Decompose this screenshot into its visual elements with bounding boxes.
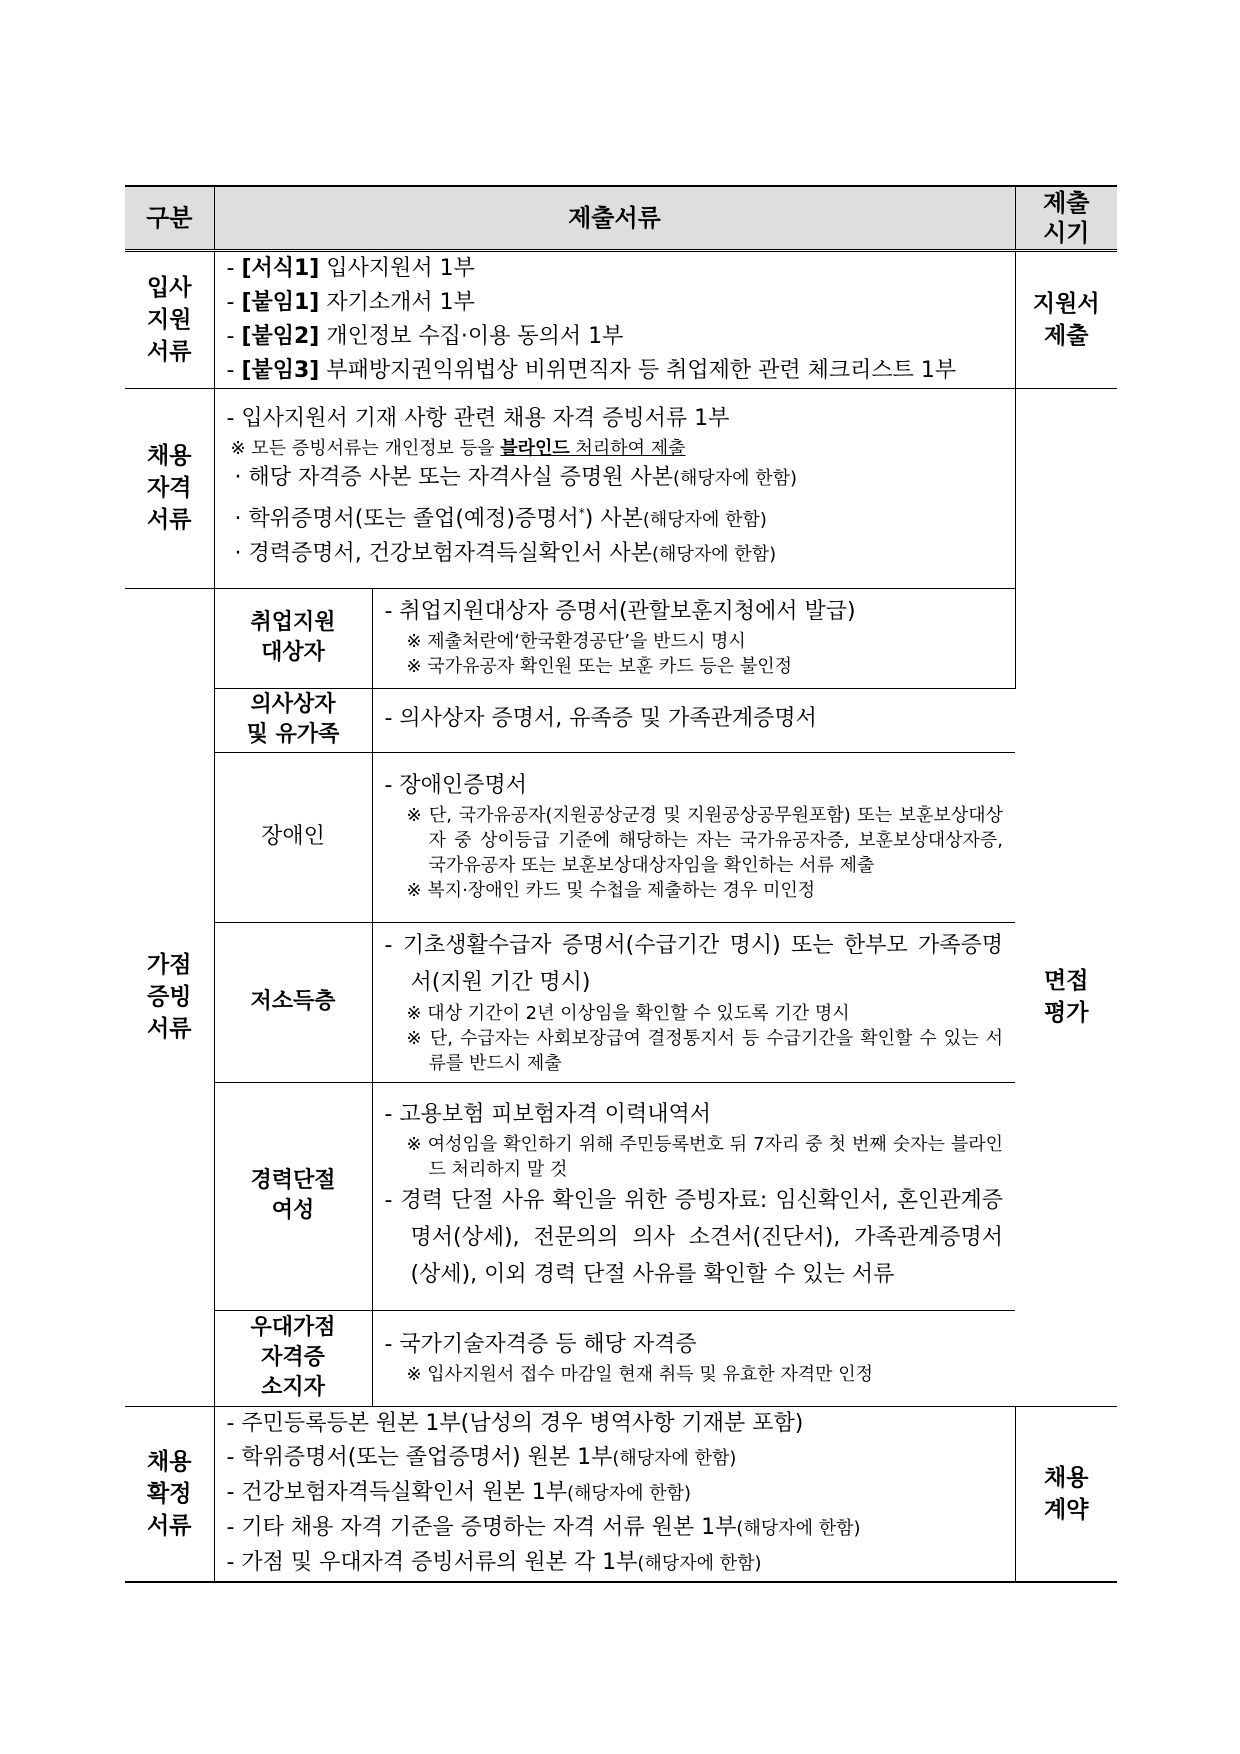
confirmation-row (125, 1406, 1117, 1582)
note: ※ 단, 수급자는 사회보장급여 결정통지서 등 수급기간을 확인할 수 있는 서류를 반드시 제출 (406, 1027, 1003, 1074)
note: ※ 대상 기간이 2년 이상임을 확인할 수 있도록 기간 명시 (406, 1002, 850, 1024)
item-text: 개인정보 수집·이용 동의서 1부 (319, 323, 624, 349)
career-break-label (214, 1082, 372, 1310)
category-line: 서류 (147, 1016, 192, 1042)
confirmation-timing (1015, 1406, 1117, 1582)
bullet-item (227, 461, 1003, 496)
list-item (227, 1441, 1003, 1476)
timing-line: 평가 (1044, 999, 1089, 1026)
note: ※ 단, 국가유공자(지원공상군경 및 지원공상공무원포함) 또는 보훈보상대상자 중 상이등급 기준에 해당하는 자는 국가유공자증, 보훈보상대상자증, 국가유공자 또는 보훈보상대상자임을 확인하는 서류 제출 (406, 805, 1003, 876)
bonus-righteous-row (125, 688, 1117, 752)
list-item: - [붙임2] 개인정보 수집·이용 동의서 1부 (226, 323, 624, 349)
list-item: - 취업지원대상자 증명서(관할보훈지청에서 발급) (384, 599, 856, 624)
note: ※ 제출처란에‘한국환경공단’을 반드시 명시 (406, 631, 746, 652)
confirmation-category (125, 1406, 214, 1582)
label-line: 취업지원 (250, 610, 336, 635)
career-break-documents (372, 1082, 1015, 1310)
application-row (125, 250, 1117, 388)
list-item: - 국가기술자격증 등 해당 자격증 (384, 1331, 697, 1357)
item-note: (해당자에 한함) (736, 1517, 861, 1539)
label-line: 소지자 (261, 1375, 325, 1400)
document-table-wrapper (125, 185, 1117, 1583)
list-item: - 고용보험 피보험자격 이력내역서 (384, 1101, 711, 1127)
category-line: 입사 (147, 274, 192, 301)
timing-line: 면접 (1044, 967, 1089, 994)
item-note: (해당자에 한함) (637, 1552, 762, 1574)
header-timing-line1: 제출 (1043, 188, 1090, 217)
item-note: (해당자에 한함) (566, 1482, 692, 1504)
category-line: 지원 (147, 306, 192, 333)
righteous-label (214, 688, 372, 752)
qualification-timing (1015, 388, 1117, 588)
list-item: - [붙임1] 자기소개서 1부 (226, 289, 475, 315)
employment-support-label (214, 588, 372, 688)
bullet-note: (해당자에 한함) (642, 509, 767, 531)
disabled-label: 장애인 (214, 752, 372, 922)
application-category (125, 250, 214, 388)
item-text: - 기타 채용 자격 기준을 증명하는 자격 서류 원본 1부 (226, 1514, 737, 1540)
category-line: 서류 (147, 338, 192, 365)
note-text: 처리하여 제출 (569, 437, 686, 459)
timing-line: 제출 (1044, 322, 1089, 349)
qualification-row (125, 388, 1117, 588)
note: ※ 입사지원서 접수 마감일 현재 취득 및 유효한 자격만 인정 (406, 1363, 873, 1385)
bonus-career-break-row (125, 1082, 1117, 1310)
list-item: - 장애인증명서 (384, 773, 527, 798)
header-category: 구분 (125, 186, 214, 250)
list-item: - 기초생활수급자 증명서(수급기간 명시) 또는 한부모 가족증명서(지원 기간 명시) (384, 932, 1003, 995)
label-line: 경력단절 (250, 1168, 336, 1193)
item-text: 입사지원서 1부 (319, 255, 475, 281)
item-text: - 주민등록등본 원본 1부(남성의 경우 병역사항 기재분 포함) (226, 1410, 804, 1436)
list-item: - 의사상자 증명서, 유족증 및 가족관계증명서 (384, 706, 817, 731)
category-line: 채용 (147, 1448, 192, 1475)
label-line: 우대가점 (250, 1315, 336, 1340)
header-documents: 제출서류 (214, 186, 1015, 250)
note-text: ※ 모든 증빙서류는 개인정보 등을 (230, 437, 501, 459)
label-line: 여성 (271, 1198, 315, 1223)
employment-support-documents (372, 588, 1015, 688)
bonus-disabled-row (125, 752, 1117, 922)
item-text: 자기소개서 1부 (319, 289, 475, 315)
category-line: 서류 (147, 507, 192, 533)
form-tag: [붙임1] (241, 289, 320, 315)
label-line: 자격증 (261, 1345, 325, 1370)
bonus-timing (1015, 588, 1117, 1406)
confirmation-documents (214, 1406, 1015, 1582)
bonus-employment-row (125, 588, 1117, 688)
list-item (227, 1511, 1003, 1546)
bullet-item (227, 496, 1003, 537)
low-income-documents (372, 922, 1015, 1082)
low-income-label: 저소득층 (214, 922, 372, 1082)
list-item: - 입사지원서 기재 사항 관련 채용 자격 증빙서류 1부 (226, 405, 730, 431)
disabled-documents (372, 752, 1015, 922)
item-note: (해당자에 한함) (612, 1447, 737, 1469)
bullet-text: · 경력증명서, 건강보험자격득실확인서 사본 (234, 541, 653, 567)
righteous-documents (372, 688, 1015, 752)
timing-line: 채용 (1044, 1464, 1089, 1491)
header-timing-line2: 시기 (1043, 218, 1090, 247)
preferred-documents (372, 1310, 1015, 1406)
blind-note (227, 436, 1003, 461)
bullet-item (227, 537, 1003, 572)
bullet-note: (해당자에 한함) (672, 467, 798, 489)
note-emphasis: 블라인드 (500, 437, 570, 459)
application-timing (1015, 250, 1117, 388)
note: ※ 국가유공자 확인원 또는 보훈 카드 등은 불인정 (406, 656, 793, 677)
category-line: 가점 (147, 952, 192, 978)
item-text: - 가점 및 우대자격 증빙서류의 원본 각 1부 (226, 1549, 638, 1575)
timing-line: 지원서 (1032, 290, 1100, 317)
category-line: 증빙 (147, 984, 192, 1010)
table-header-row (125, 186, 1117, 250)
form-tag: [붙임2] (241, 323, 320, 349)
application-documents (214, 250, 1015, 388)
bullet-text: · 해당 자격증 사본 또는 자격사실 증명원 사본 (234, 464, 673, 490)
list-item: - 경력 단절 사유 확인을 위한 증빙자료: 임신확인서, 혼인관계증명서(상세), 전문의의 의사 소견서(진단서), 가족관계증명서(상세), 이외 경력 단절 사유를 확인할 수 있는 서류 (384, 1187, 1003, 1287)
category-line: 확정 (147, 1480, 192, 1507)
preferred-label (214, 1310, 372, 1406)
list-item (227, 1476, 1003, 1511)
item-text: - 건강보험자격득실확인서 원본 1부 (226, 1479, 567, 1505)
list-item (227, 1407, 1003, 1441)
item-text: 부패방지권익위법상 비위면직자 등 취업제한 관련 체크리스트 1부 (319, 357, 957, 383)
qualification-category (125, 388, 214, 588)
category-line: 채용 (147, 443, 192, 469)
label-line: 및 유가족 (246, 722, 340, 747)
form-tag: [서식1] (241, 255, 320, 281)
footnote-mark: * (578, 505, 585, 520)
bullet-note: (해당자에 한함) (652, 544, 777, 566)
submission-documents-table (125, 185, 1117, 1583)
list-item (227, 1546, 1003, 1581)
bonus-category (125, 588, 214, 1406)
category-line: 자격 (147, 475, 192, 501)
label-line: 대상자 (261, 640, 325, 665)
bullet-text: ) 사본 (584, 506, 643, 532)
list-item: - [붙임3] 부패방지권익위법상 비위면직자 등 취업제한 관련 체크리스트 1부 (226, 357, 957, 383)
bullet-text: · 학위증명서(또는 졸업(예정)증명서 (234, 506, 579, 532)
label-line: 의사상자 (250, 692, 336, 717)
note: ※ 여성임을 확인하기 위해 주민등록번호 뒤 7자리 중 첫 번째 숫자는 블라인드 처리하지 말 것 (406, 1133, 1003, 1180)
qualification-documents (214, 388, 1015, 588)
category-line: 서류 (147, 1512, 192, 1539)
timing-line: 계약 (1044, 1496, 1089, 1523)
note: ※ 복지·장애인 카드 및 수첩을 제출하는 경우 미인정 (406, 880, 816, 901)
bonus-preferred-row (125, 1310, 1117, 1406)
item-text: - 학위증명서(또는 졸업증명서) 원본 1부 (226, 1444, 613, 1470)
bonus-low-income-row (125, 922, 1117, 1082)
form-tag: [붙임3] (241, 357, 320, 383)
header-timing (1015, 186, 1117, 250)
list-item: - [서식1] 입사지원서 1부 (226, 255, 475, 281)
